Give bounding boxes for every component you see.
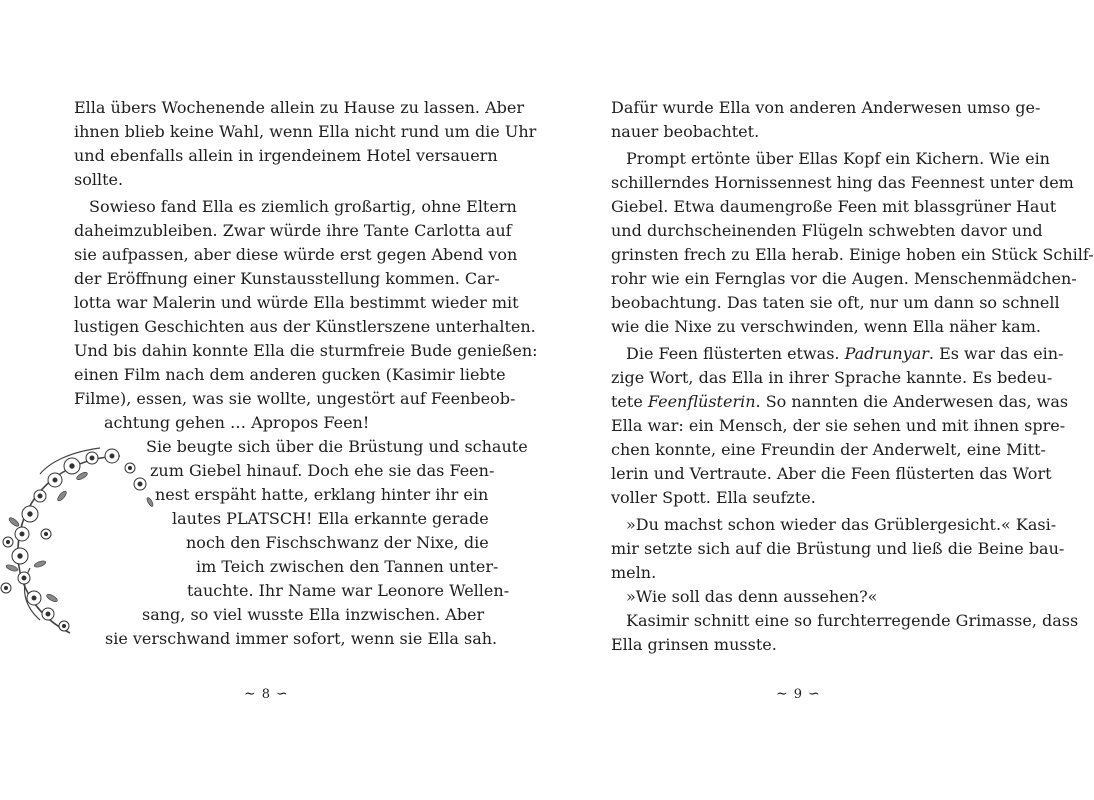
page-number: 9 (793, 686, 803, 702)
text-line: und ebenfalls allein in irgendeinem Hotel versauern (74, 146, 498, 165)
text-line: Prompt ertönte über Ellas Kopf ein Kichern. Wie ein (626, 149, 1050, 168)
text-line: sie aufpassen, aber diese würde erst gegen Abend von (74, 245, 518, 264)
text-line: grinsten frech zu Ella herab. Einige hoben ein Stück Schilf- (611, 245, 1094, 264)
text-line: noch den Fischschwanz der Nixe, die (186, 533, 489, 552)
text-line: sang, so viel wusste Ella inzwischen. Aber (142, 605, 485, 624)
text-line: voller Spott. Ella seufzte. (611, 488, 816, 507)
text-run: tete (611, 392, 648, 411)
text-run: . So nannten die Anderwesen das, was (755, 392, 1069, 411)
text-line: sie verschwand immer sofort, wenn sie Ella sah. (105, 629, 498, 648)
fairy-word: Padrunyar (844, 344, 929, 363)
folio-ornament: ∽ (808, 686, 820, 702)
text-line: zum Giebel hinauf. Doch ehe sie das Feen- (150, 461, 495, 480)
page-number-left (244, 686, 288, 702)
text-line: achtung gehen … Apropos Feen! (104, 413, 370, 432)
text-line (611, 390, 1069, 414)
text-line: der Eröffnung einer Kunstausstellung kommen. Car- (74, 269, 500, 288)
text-line: sollte. (74, 170, 124, 189)
text-line: lerin und Vertraute. Aber die Feen flüsterten das Wort (611, 464, 1052, 483)
text-line: mir setzte sich auf die Brüstung und ließ die Beine bau- (611, 539, 1065, 558)
text-line: »Wie soll das denn aussehen?« (626, 587, 878, 606)
text-line: Sie beugte sich über die Brüstung und schaute (146, 437, 528, 456)
text-line: Ella war: ein Mensch, der sie sehen und mit ihnen spre- (611, 416, 1066, 435)
text-line: einen Film nach dem anderen gucken (Kasimir liebte (74, 365, 506, 384)
text-line: Und bis dahin konnte Ella die sturmfreie Bude genießen: (74, 341, 538, 360)
folio-ornament: ∼ (776, 686, 788, 702)
text-line: rohr wie ein Fernglas vor die Augen. Menschenmädchen- (611, 269, 1077, 288)
text-line: Dafür wurde Ella von anderen Anderwesen umso ge- (611, 98, 1041, 117)
text-line: beobachtung. Das taten sie oft, nur um dann so schnell (611, 293, 1060, 312)
page-number: 8 (261, 686, 271, 702)
text-line: lotta war Malerin und würde Ella bestimmt wieder mit (74, 293, 519, 312)
text-line: Giebel. Etwa daumengroße Feen mit blassgrüner Haut (611, 197, 1057, 216)
text-line: chen konnte, eine Freundin der Anderwelt, eine Mitt- (611, 440, 1046, 459)
text-line: nauer beobachtet. (611, 122, 760, 141)
text-line: nest erspäht hatte, erklang hinter ihr ein (155, 485, 489, 504)
folio-ornament: ∼ (244, 686, 256, 702)
text-line: »Du machst schon wieder das Grüblergesicht.« Kasi- (626, 515, 1057, 534)
left-page (0, 0, 538, 800)
text-line: tauchte. Ihr Name war Leonore Wellen- (187, 581, 510, 600)
text-line: lustigen Geschichten aus der Künstlerszene unterhalten. (74, 317, 536, 336)
text-line: ihnen blieb keine Wahl, wenn Ella nicht rund um die Uhr (74, 122, 537, 141)
flower-wreath-illustration (0, 438, 170, 638)
text-line: schillerndes Hornissennest hing das Feennest unter dem (611, 173, 1074, 192)
text-line: lautes PLATSCH! Ella erkannte gerade (172, 509, 489, 528)
text-line: Sowieso fand Ella es ziemlich großartig, ohne Eltern (89, 197, 517, 216)
text-line: daheimzubleiben. Zwar würde ihre Tante Carlotta auf (74, 221, 512, 240)
text-line: im Teich zwischen den Tannen unter- (196, 557, 499, 576)
text-line: Kasimir schnitt eine so furchterregende Grimasse, dass (626, 611, 1079, 630)
text-line: Filme), essen, was sie wollte, ungestört auf Feenbeob- (74, 389, 516, 408)
page-number-right (776, 686, 820, 702)
right-page (500, 0, 1094, 800)
folio-ornament: ∽ (276, 686, 288, 702)
text-line: Ella übers Wochenende allein zu Hause zu lassen. Aber (74, 98, 524, 117)
text-run: . Es war das ein- (928, 344, 1064, 363)
text-line: zige Wort, das Ella in ihrer Sprache kannte. Es bedeu- (611, 368, 1053, 387)
fairy-word: Feenflüsterin (647, 392, 756, 411)
text-line: wie die Nixe zu verschwinden, wenn Ella näher kam. (611, 317, 1041, 336)
text-run: Die Feen flüsterten etwas. (626, 344, 845, 363)
text-line (626, 342, 1064, 366)
text-line: und durchscheinenden Flügeln schwebten davor und (611, 221, 1043, 240)
text-line: meln. (611, 563, 657, 582)
text-line: Ella grinsen musste. (611, 635, 777, 654)
